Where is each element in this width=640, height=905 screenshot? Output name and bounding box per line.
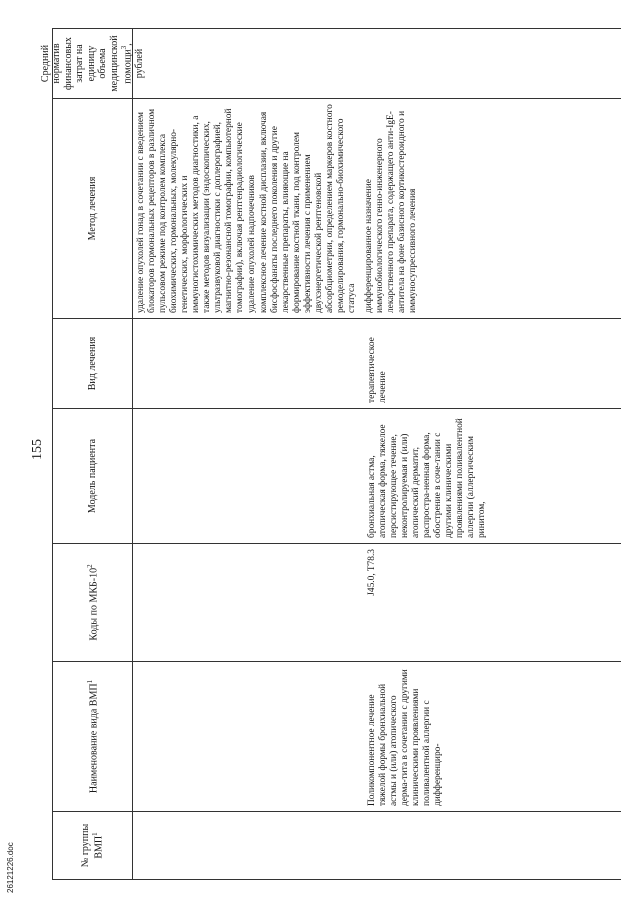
header-treatment-type: Вид лечения — [53, 319, 133, 408]
cell-treatment-type: терапевтическое лечение — [367, 337, 388, 403]
column-icd-codes — [53, 543, 621, 661]
header-treatment-method: Метод лечения — [53, 99, 133, 318]
header-patient-model: Модель пациента — [53, 409, 133, 543]
page-number: 155 — [30, 439, 45, 460]
column-patient-model — [53, 408, 621, 543]
method-paragraph: дифференцированное назначение иммунобиологического генно-инженерного лекарственного препарата, содержащего анти-IgE-антитела на фоне базисного кортикостероидного и иммуносупрессивного лечения — [364, 110, 418, 313]
cell-icd-codes: J45.0, T78.3 — [367, 549, 377, 596]
header-icd-codes: Коды по МКБ-$10^2$ — [53, 544, 133, 661]
header-group-no: № группы ВМП$^1$ — [53, 812, 133, 879]
column-avg-cost — [39, 29, 621, 98]
cell-vmp-name: Поликомпонентное лечение тяжелой формы бронхиальной астмы и (или) атопического дерма-тита в сочетании с другими клиническими проявлениями поливалентной аллергии с дифференциро- — [367, 669, 443, 806]
column-group-no — [53, 811, 621, 879]
method-paragraph: удаление опухолей гонад в сочетании с введением блокаторов гормональных рецепторов в различном пульсовом режиме под контролем комплекса биохимических, гормональных, молекулярно-генетических, морфологических и иммуногистохимических методов диагностики, а также методов визуализации (эндоскопических, ультразвуковой диагностики с доплерографией, магнитно-резонансной томографии, компьютерной томографии), включая рентгенрадиологические — [136, 108, 245, 313]
method-paragraph: удаление опухолей надпочечников — [247, 175, 257, 313]
cell-treatment-method — [133, 99, 621, 318]
column-treatment-type — [53, 318, 621, 408]
rotated-page-sheet — [30, 10, 620, 880]
cell-group-no — [133, 812, 621, 879]
cell-patient-model: бронхиальная астма, атопическая форма, тяжелое персистирующее течение, неконтролируемая и (или) атопический дерматит, распростра-ненная форма, обострение в соче-тании с другими клиническими проявлениями поливалентной аллергии (аллергическим ринитом, — [367, 418, 487, 538]
method-paragraph: комплексное лечение костной дисплазии, включая бисфосфанаты последнего поколения и другие лекарственные препараты, влияющие на формирование костной ткани, под контролем эффективности лечения с применением двухэнергетической рентгеновской абсорбциометрии, определением маркеров костного ремоделирования, гормонально-биохимического статуса — [259, 104, 357, 313]
header-vmp-name: Наименование вида ВМП$^1$ — [53, 662, 133, 811]
cell-avg-cost — [133, 29, 621, 98]
column-treatment-method — [53, 98, 621, 318]
vmp-table — [39, 28, 621, 880]
file-name-label: 26121226.doc — [6, 842, 15, 893]
header-avg-cost: Средний норматив финансовых затрат на единицу объема медицинской помощи$^3$, рублей — [53, 29, 133, 98]
column-vmp-name — [53, 661, 621, 811]
